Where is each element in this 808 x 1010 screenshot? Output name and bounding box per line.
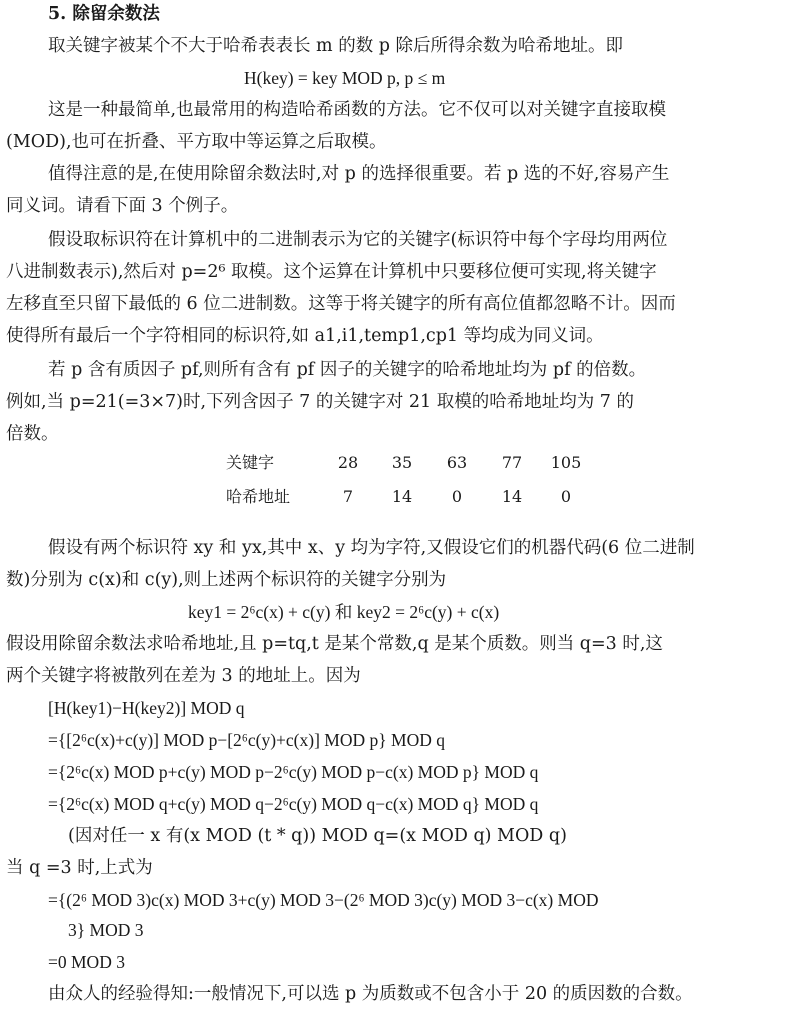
- table-cell: 105: [550, 453, 582, 472]
- formula-line: ={(2⁶ MOD 3)c(x) MOD 3+c(y) MOD 3−(2⁶ MOD 3)c(y) MOD 3−c(x) MOD: [48, 890, 599, 910]
- table-cell: 63: [446, 453, 468, 472]
- table-cell: 77: [501, 453, 523, 472]
- table-cell: 7: [342, 487, 354, 506]
- paragraph-line: 若 p 含有质因子 pf,则所有含有 pf 因子的关键字的哈希地址均为 pf 的倍数。: [48, 360, 647, 380]
- paragraph-line: 假设有两个标识符 xy 和 yx,其中 x、y 均为字符,又假设它们的机器代码(6 位二进制: [48, 538, 695, 558]
- table-cell: 28: [337, 453, 359, 472]
- paragraph-line: 这是一种最简单,也最常用的构造哈希函数的方法。它不仅可以对关键字直接取模: [48, 100, 667, 120]
- formula-line: H(key) = key MOD p, p ≤ m: [244, 68, 446, 88]
- table-cell: 0: [560, 487, 572, 506]
- table-cell: 14: [391, 487, 413, 506]
- paragraph-line: 假设取标识符在计算机中的二进制表示为它的关键字(标识符中每个字母均用两位: [48, 230, 668, 250]
- formula-line: ={2⁶c(x) MOD q+c(y) MOD q−2⁶c(y) MOD q−c(x) MOD q} MOD q: [48, 794, 539, 814]
- formula-line: ={2⁶c(x) MOD p+c(y) MOD p−2⁶c(y) MOD p−c(x) MOD p} MOD q: [48, 762, 539, 782]
- formula-line: 3} MOD 3: [68, 920, 144, 940]
- paragraph-line: 例如,当 p=21(=3×7)时,下列含因子 7 的关键字对 21 取模的哈希地址均为 7 的: [6, 392, 634, 412]
- table-row-label: 关键字: [226, 453, 275, 472]
- paragraph-line: (MOD),也可在折叠、平方取中等运算之后取模。: [6, 132, 387, 152]
- formula-line: [H(key1)−H(key2)] MOD q: [48, 698, 245, 718]
- paragraph-line: 左移直至只留下最低的 6 位二进制数。这等于将关键字的所有高位值都忽略不计。因而: [6, 294, 676, 314]
- table-row-label: 哈希地址: [226, 487, 291, 506]
- paragraph-line: 值得注意的是,在使用除留余数法时,对 p 的选择很重要。若 p 选的不好,容易产生: [48, 164, 670, 184]
- paragraph-line: 八进制数表示),然后对 p=2⁶ 取模。这个运算在计算机中只要移位便可实现,将关键字: [6, 262, 657, 282]
- paragraph-line: 倍数。: [6, 424, 59, 444]
- table-cell: 14: [501, 487, 523, 506]
- paragraph-line: 当 q =3 时,上式为: [6, 858, 153, 878]
- paragraph-line: 使得所有最后一个字符相同的标识符,如 a1,i1,temp1,cp1 等均成为同义词。: [6, 326, 604, 346]
- table-cell: 0: [451, 487, 463, 506]
- formula-line: key1 = 2⁶c(x) + c(y) 和 key2 = 2⁶c(y) + c(x): [188, 602, 500, 622]
- paragraph-line: 取关键字被某个不大于哈希表表长 m 的数 p 除后所得余数为哈希地址。即: [48, 36, 624, 56]
- paragraph-line: 同义词。请看下面 3 个例子。: [6, 196, 239, 216]
- paragraph-line: 数)分别为 c(x)和 c(y),则上述两个标识符的关键字分别为: [6, 570, 447, 590]
- formula-line: =0 MOD 3: [48, 952, 125, 972]
- paragraph-line: 两个关键字将被散列在差为 3 的地址上。因为: [6, 666, 361, 686]
- paragraph-line: 假设用除留余数法求哈希地址,且 p=tq,t 是某个常数,q 是某个质数。则当 q=3 时,这: [6, 634, 663, 654]
- section-heading: 5. 除留余数法: [48, 4, 160, 24]
- paragraph-line: (因对任一 x 有(x MOD (t * q)) MOD q=(x MOD q) MOD q): [68, 826, 567, 846]
- table-cell: 35: [391, 453, 413, 472]
- formula-line: ={[2⁶c(x)+c(y)] MOD p−[2⁶c(y)+c(x)] MOD p} MOD q: [48, 730, 445, 750]
- paragraph-line: 由众人的经验得知:一般情况下,可以选 p 为质数或不包含小于 20 的质因数的合数。: [48, 984, 693, 1004]
